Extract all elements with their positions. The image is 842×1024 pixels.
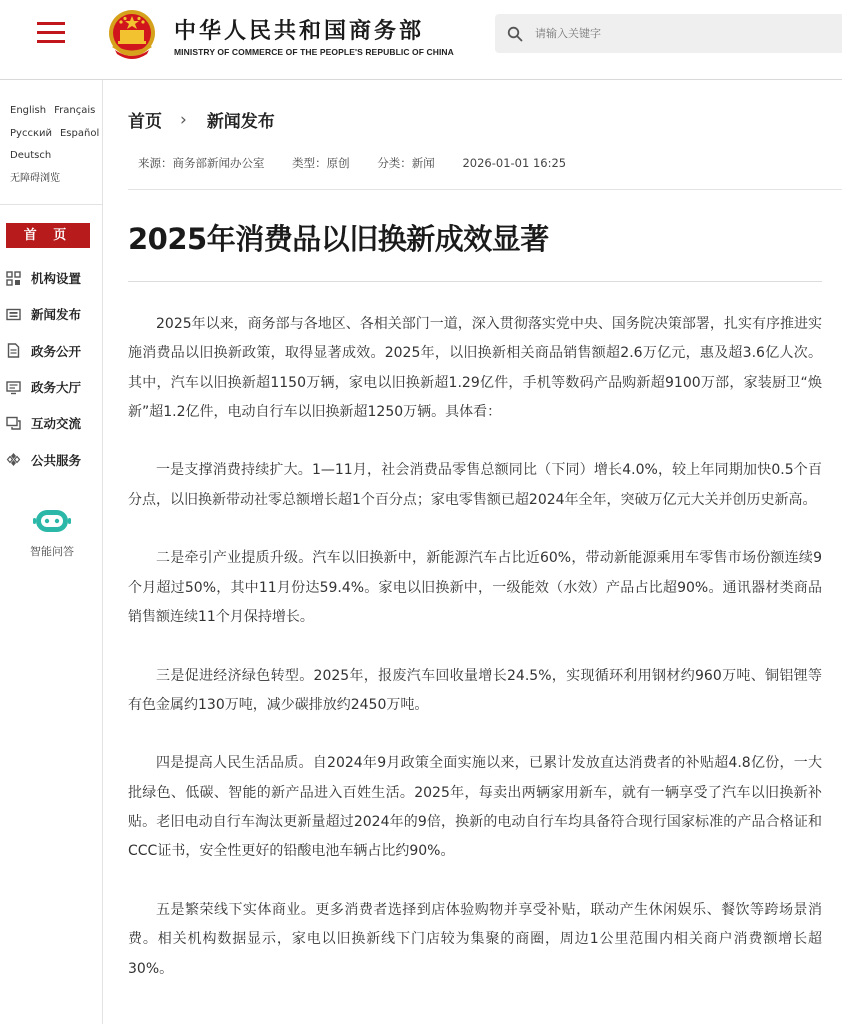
sidebar-nav — [6, 260, 81, 478]
meta-type: 类型：原创 — [292, 156, 350, 170]
article-paragraph: 三是促进经济绿色转型。2025年，报废汽车回收量增长24.5%，实现循环利用钢材约960万吨、铜铝锂等有色金属约130万吨，减少碳排放约2450万吨。 — [128, 667, 822, 713]
sidebar — [0, 80, 103, 1024]
search-icon[interactable] — [507, 26, 523, 42]
home-button[interactable]: 首 页 — [6, 223, 90, 248]
sidebar-item-gov-affairs[interactable] — [6, 333, 81, 369]
breadcrumb — [128, 107, 275, 132]
sidebar-item-label: 公共服务 — [31, 452, 82, 468]
sidebar-item-news[interactable] — [6, 296, 81, 332]
sidebar-item-label: 互动交流 — [31, 416, 82, 432]
sidebar-item-label: 政务公开 — [31, 343, 82, 359]
lang-spanish[interactable]: Español — [59, 127, 100, 139]
meta-category: 分类：新闻 — [377, 156, 435, 170]
language-switcher — [0, 80, 102, 190]
meta-datetime: 2026-01-01 16:25 — [462, 156, 567, 170]
lang-russian[interactable]: Русский — [10, 127, 52, 139]
sidebar-item-label: 机构设置 — [31, 271, 82, 287]
sidebar-item-label: 新闻发布 — [31, 307, 82, 323]
header — [0, 0, 842, 80]
org-name-english: MINISTRY OF COMMERCE OF THE PEOPLE'S REPUBLIC OF CHINA — [174, 47, 454, 57]
sidebar-item-interaction[interactable] — [6, 405, 81, 441]
title-divider — [128, 281, 822, 282]
org-structure-icon — [6, 271, 21, 286]
smart-qa-label: 智能问答 — [30, 545, 74, 558]
interaction-icon — [6, 416, 21, 431]
breadcrumb-home[interactable]: 首页 — [128, 112, 162, 132]
article-title: 2025年消费品以旧换新成效显著 — [128, 222, 549, 256]
search-input[interactable] — [535, 27, 815, 40]
article-paragraph: 二是牵引产业提质升级。汽车以旧换新中，新能源汽车占比近60%，带动新能源乘用车零售市场份额连续9个月超过50%，其中11月份达59.4%。家电以旧换新中，一级能效（水效）产品占比超90%。通讯器材类商品销售额连续11个月保持增长。 — [128, 550, 822, 625]
sidebar-item-org-structure[interactable] — [6, 260, 81, 296]
service-hall-icon — [6, 380, 21, 395]
article-body — [128, 310, 822, 1013]
chevron-right-icon: › — [180, 109, 187, 130]
document-icon — [6, 343, 21, 358]
meta-source: 来源：商务部新闻办公室 — [138, 156, 265, 170]
org-name-chinese: 中华人民共和国商务部 — [174, 18, 425, 44]
accessible-browsing-link[interactable]: 无障碍浏览 — [10, 172, 60, 184]
hamburger-menu-icon[interactable] — [37, 22, 65, 44]
robot-chat-icon — [32, 507, 72, 535]
article-meta — [138, 155, 590, 171]
lang-french[interactable]: Français — [54, 105, 96, 116]
national-emblem-icon[interactable] — [107, 8, 157, 62]
article-paragraph: 2025年以来，商务部与各地区、各相关部门一道，深入贯彻落实党中央、国务院决策部署，扎实有序推进实施消费品以旧换新政策，取得显著成效。2025年，以旧换新相关商品销售额超2.6万亿元，惠及超3.6亿人次。其中，汽车以旧换新超1150万辆，家电以旧换新超1.29亿件，手机等数码产品购新超9100万部，家装厨卫“焕新”超1.2亿件，电动自行车以旧换新超1250万辆。具体看： — [128, 316, 822, 420]
breadcrumb-section[interactable]: 新闻发布 — [206, 112, 275, 132]
lang-german[interactable]: Deutsch — [10, 150, 52, 161]
lang-english[interactable]: English — [10, 105, 47, 116]
meta-divider — [128, 189, 842, 190]
public-service-icon — [6, 452, 21, 467]
sidebar-item-label: 政务大厅 — [31, 380, 82, 396]
article-paragraph: 四是提高人民生活品质。自2024年9月政策全面实施以来，已累计发放直达消费者的补贴超4.8亿份，一大批绿色、低碳、智能的新产品进入百姓生活。2025年，每卖出两辆家用新车，就有一辆享受了汽车以旧换新补贴。老旧电动自行车淘汰更新量超过2024年的9倍，换新的电动自行车均具备符合现行国家标准的产品合格证和CCC证书，安全性更好的铅酸电池车辆占比约90%。 — [128, 755, 822, 860]
news-icon — [6, 307, 21, 322]
search-box[interactable] — [495, 14, 842, 53]
article-paragraph: 五是繁荣线下实体商业。更多消费者选择到店体验购物并享受补贴，联动产生休闲娱乐、餐饮等跨场景消费。相关机构数据显示，家电以旧换新线下门店较为集聚的商圈，周边1公里范围内相关商户消费额增长超30%。 — [128, 901, 822, 977]
article-paragraph: 一是支撑消费持续扩大。1—11月，社会消费品零售总额同比（下同）增长4.0%，较上年同期加快0.5个百分点，以旧换新带动社零总额增长超1个百分点；家电零售额已超2024年全年，突破万亿元大关并创历史新高。 — [128, 462, 822, 508]
sidebar-item-service-hall[interactable] — [6, 369, 81, 405]
sidebar-item-public-service[interactable] — [6, 441, 81, 477]
sidebar-divider — [0, 204, 102, 205]
smart-qa-button[interactable] — [22, 507, 82, 559]
